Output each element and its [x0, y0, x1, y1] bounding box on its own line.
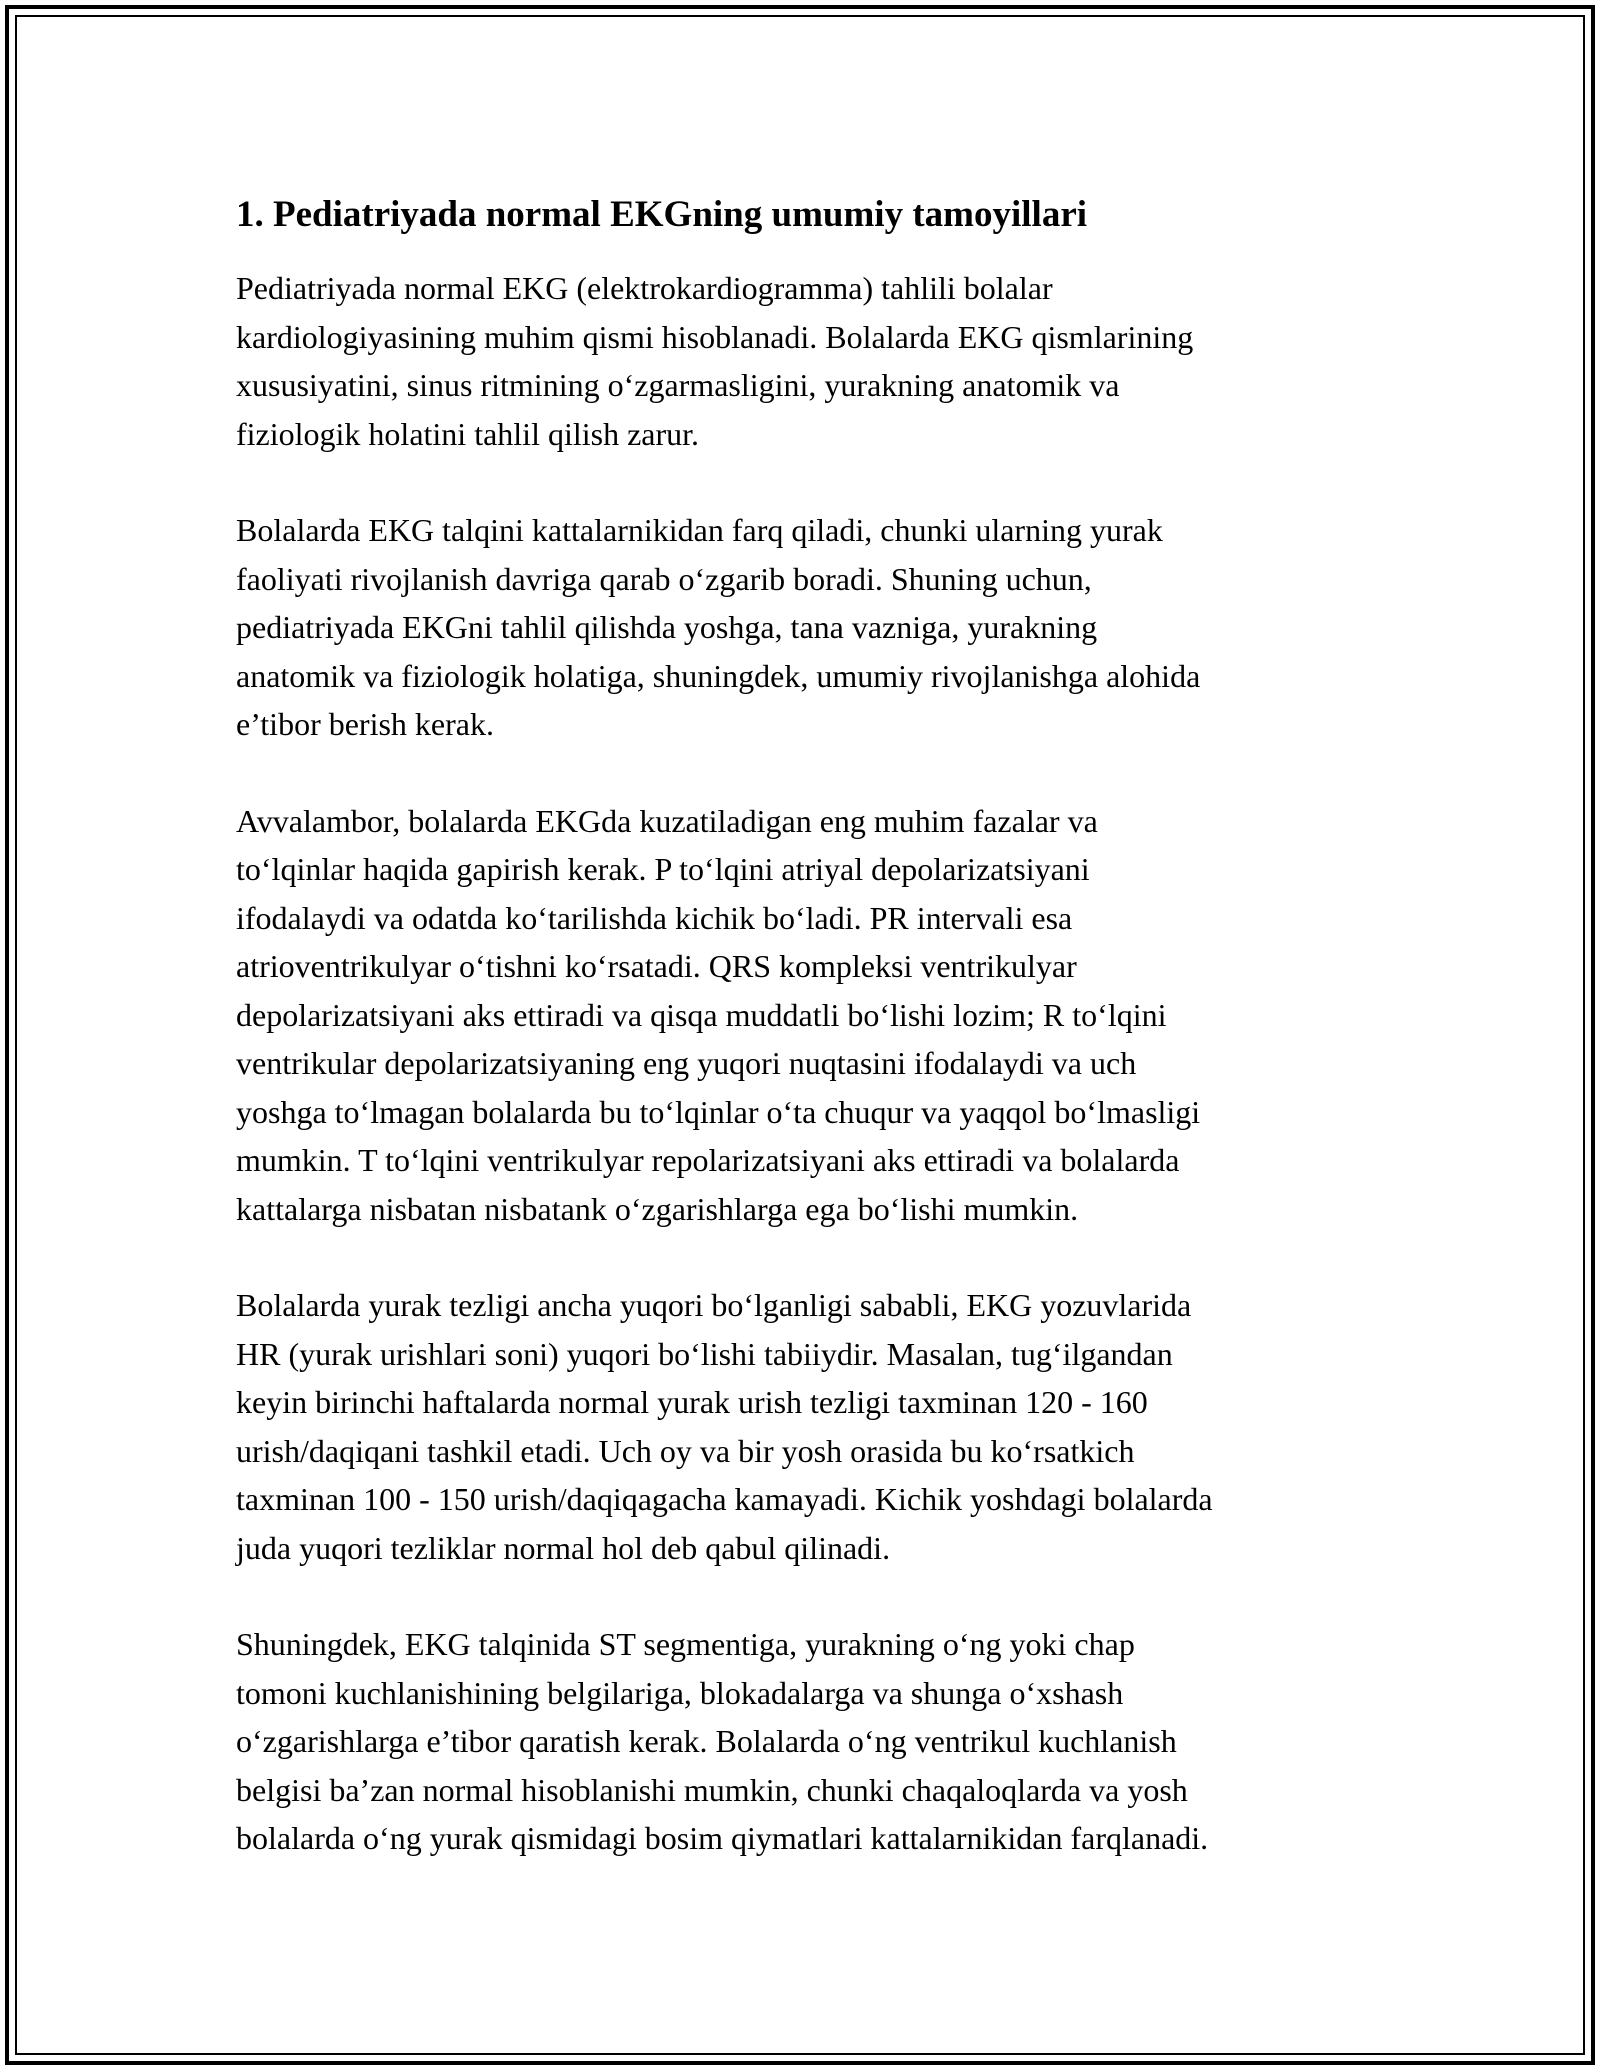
paragraph-line: e’tibor berish kerak. — [236, 706, 494, 742]
paragraph-line: xususiyatini, sinus ritmining o‘zgarmasligini, yurakning anatomik va — [236, 367, 1120, 403]
paragraph-line: Bolalarda yurak tezligi ancha yuqori bo‘lganligi sababli, EKG yozuvlarida — [236, 1287, 1192, 1323]
body-paragraph — [236, 264, 1386, 458]
paragraph-line: kattalarga nisbatan nisbatank o‘zgarishlarga ega bo‘lishi mumkin. — [236, 1190, 1079, 1227]
paragraph-line: keyin birinchi haftalarda normal yurak urish tezligi taxminan 120 - 160 — [236, 1384, 1148, 1420]
paragraph-line: anatomik va fiziologik holatiga, shuningdek, umumiy rivojlanishga alohida — [236, 657, 1201, 694]
paragraph-line: to‘lqinlar haqida gapirish kerak. P to‘lqini atriyal depolarizatsiyani — [236, 851, 1090, 887]
paragraph-line: mumkin. T to‘lqini ventrikulyar repolarizatsiyani aks ettiradi va bolalarda — [236, 1142, 1180, 1178]
paragraph-line: bolalarda o‘ng yurak qismidagi bosim qiymatlari kattalarnikidan farqlanadi. — [236, 1820, 1209, 1856]
paragraph-line: Shuningdek, EKG talqinida ST segmentiga, yurakning o‘ng yoki chap — [236, 1626, 1135, 1662]
paragraph-line: belgisi ba’zan normal hisoblanishi mumkin, chunki chaqaloqlarda va yosh — [236, 1771, 1188, 1808]
section-heading: 1. Pediatriyada normal EKGning umumiy tamoyillari — [236, 194, 1088, 235]
paragraph-line: kardiologiyasining muhim qismi hisoblanadi. Bolalarda EKG qismlarining — [236, 318, 1194, 355]
paragraph-line: taxminan 100 - 150 urish/daqiqagacha kamayadi. Kichik yoshdagi bolalarda — [236, 1481, 1213, 1517]
paragraph-line: tomoni kuchlanishining belgilariga, blokadalarga va shunga o‘xshash — [236, 1674, 1124, 1711]
body-paragraph — [236, 797, 1386, 1234]
body-paragraph — [236, 506, 1386, 749]
paragraph-line: ventrikular depolarizatsiyaning eng yuqori nuqtasini ifodalaydi va uch — [236, 1045, 1137, 1081]
paragraph-line: pediatriyada EKGni tahlil qilishda yoshga, tana vazniga, yurakning — [236, 609, 1098, 645]
paragraph-line: Pediatriyada normal EKG (elektrokardiogramma) tahlili bolalar — [236, 270, 1053, 306]
document-body — [236, 190, 1386, 1911]
paragraph-line: HR (yurak urishlari soni) yuqori bo‘lishi tabiiydir. Masalan, tug‘ilgandan — [236, 1335, 1173, 1372]
paragraph-line: Avvalambor, bolalarda EKGda kuzatiladigan eng muhim fazalar va — [236, 802, 1098, 839]
paragraph-line: urish/daqiqani tashkil etadi. Uch oy va bir yosh orasida bu ko‘rsatkich — [236, 1432, 1135, 1469]
paragraph-list — [236, 264, 1386, 1863]
body-paragraph — [236, 1620, 1386, 1863]
paragraph-line: juda yuqori tezliklar normal hol deb qabul qilinadi. — [236, 1529, 891, 1566]
paragraph-line: fiziologik holatini tahlil qilish zarur. — [236, 415, 700, 452]
paragraph-line: atrioventrikulyar o‘tishni ko‘rsatadi. QRS kompleksi ventrikulyar — [236, 948, 1077, 984]
paragraph-line: ifodalaydi va odatda ko‘tarilishda kichik bo‘ladi. PR intervali esa — [236, 899, 1073, 936]
paragraph-line: o‘zgarishlarga e’tibor qaratish kerak. Bolalarda o‘ng ventrikul kuchlanish — [236, 1723, 1177, 1759]
body-paragraph — [236, 1281, 1386, 1572]
paragraph-line: Bolalarda EKG talqini kattalarnikidan farq qiladi, chunki ularning yurak — [236, 512, 1163, 548]
paragraph-line: yoshga to‘lmagan bolalarda bu to‘lqinlar o‘ta chuqur va yaqqol bo‘lmasligi — [236, 1093, 1201, 1130]
paragraph-line: faoliyati rivojlanish davriga qarab o‘zgarib boradi. Shuning uchun, — [236, 560, 1092, 597]
paragraph-line: depolarizatsiyani aks ettiradi va qisqa muddatli bo‘lishi lozim; R to‘lqini — [236, 996, 1167, 1033]
